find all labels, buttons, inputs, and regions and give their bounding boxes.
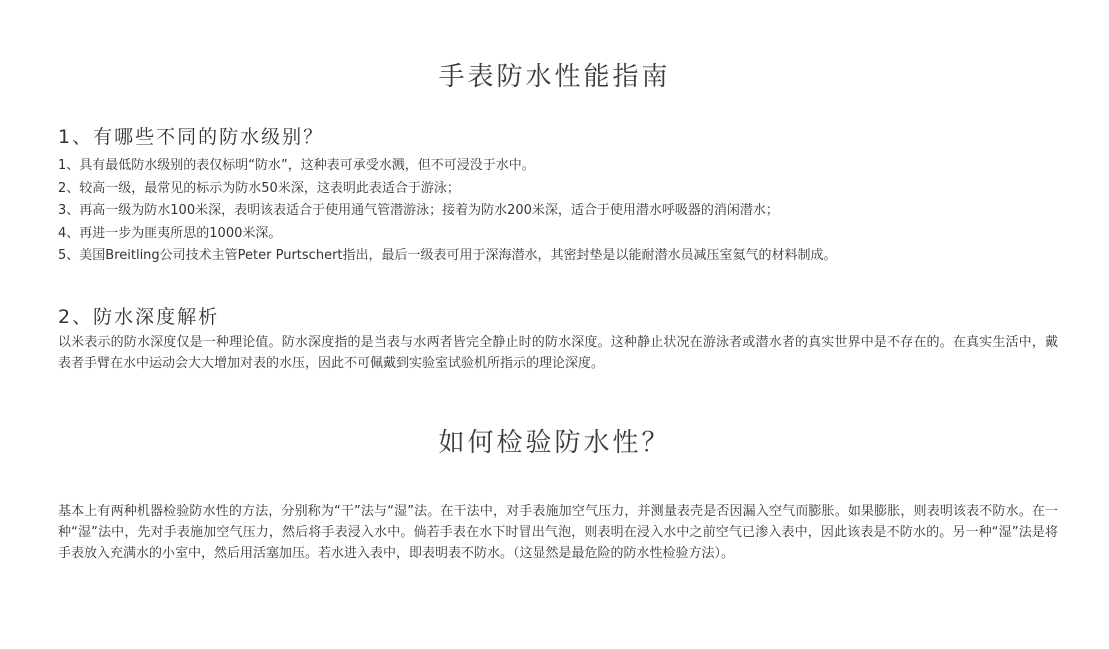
page-title: 手表防水性能指南 (438, 62, 671, 92)
section-heading-waterproof-levels: 1、有哪些不同的防水级别？ (58, 126, 325, 148)
section-heading-depth-analysis: 2、防水深度解析 (58, 306, 220, 328)
testing-methods-paragraph: 基本上有两种机器检验防水性的方法，分别称为“干”法与“湿”法。在干法中，对手表施加空气压力，并测量表壳是否因漏入空气而膨胀。如果膨胀，则表明该表不防水。在一种“湿”法中，先对手表施加空气压力，然后将手表浸入水中。倘若手表在水下时冒出气泡，则表明在浸入水中之前空气已渗入表中，因此该表是不防水的。另一种“湿”法是将手表放入充满水的小室中，然后用活塞加压。若水进入表中，即表明表不防水。（这显然是最危险的防水性检验方法）。 (58, 504, 1058, 561)
list-item: 3、再高一级为防水100米深，表明该表适合于使用通气管潜游泳；接着为防水200米深，适合于使用潜水呼吸器的消闲潜水； (58, 203, 779, 218)
depth-analysis-paragraph: 以米表示的防水深度仅是一种理论值。防水深度指的是当表与水两者皆完全静止时的防水深度。这种静止状况在游泳者或潜水者的真实世界中是不存在的。在真实生活中，戴表者手臂在水中运动会大大增加对表的水压，因此不可佩戴到实验室试验机所指示的理论深度。 (58, 335, 1058, 371)
list-item: 5、美国Breitling公司技术主管Peter Purtschert指出，最后一级表可用于深海潜水，其密封垫是以能耐潜水员减压室氦气的材料制成。 (58, 248, 837, 263)
list-item: 4、再进一步为匪夷所思的1000米深。 (58, 225, 282, 241)
waterproof-levels-list (58, 155, 837, 268)
list-item: 1、具有最低防水级别的表仅标明“防水”，这种表可承受水溅，但不可浸没于水中。 (58, 158, 535, 173)
section-title-testing: 如何检验防水性？ (438, 428, 671, 458)
list-item: 2、较高一级，最常见的标示为防水50米深，这表明此表适合于游泳； (58, 180, 460, 196)
